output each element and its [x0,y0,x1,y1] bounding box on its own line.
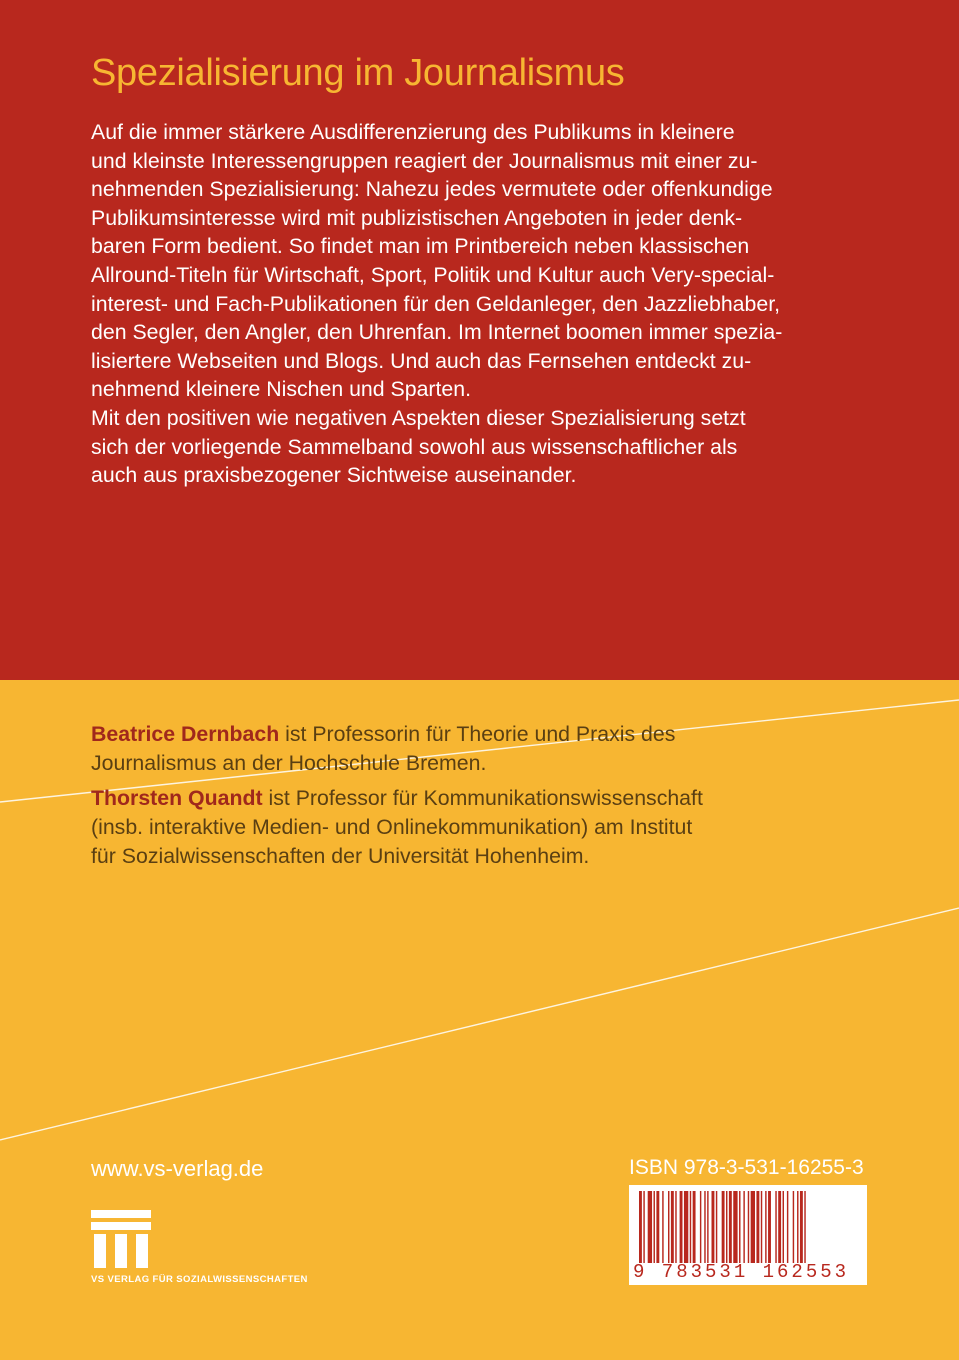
blurb-line: Auf die immer stärkere Ausdifferenzierung des Publikums in kleinere [91,120,735,144]
barcode-bar [700,1191,701,1263]
barcode-bar [707,1191,708,1263]
barcode-bar [639,1191,642,1263]
blurb-line: und kleinste Interessengruppen reagiert der Journalismus mit einer zu- [91,148,758,173]
author-name: Beatrice Dernbach [91,722,280,746]
barcode-bar [793,1191,794,1263]
barcode-bar [787,1191,788,1263]
publisher-website[interactable]: www.vs-verlag.de [91,1156,264,1181]
isbn-label: ISBN 978-3-531-16255-3 [629,1156,864,1179]
barcode-bar [671,1191,674,1263]
blurb-line: den Segler, den Angler, den Uhrenfan. Im Internet boomen immer spezia- [91,320,783,345]
author-bios [91,720,911,877]
barcode-bar [704,1191,705,1263]
barcode-bar [716,1191,717,1263]
barcode-bar [712,1191,715,1263]
publisher-name: VS VERLAG FÜR SOZIALWISSENSCHAFTEN [91,1274,308,1285]
blurb-line: auch aus praxisbezogener Sichtweise auseinander. [91,463,577,488]
vs-verlag-logo-icon [91,1210,151,1270]
barcode-bar [783,1191,784,1263]
blurb-line: nehmenden Spezialisierung: Nahezu jedes vermutete oder offenkundige [91,177,773,202]
barcode-bar [693,1191,696,1263]
barcode-bar [690,1191,691,1263]
barcode-bar [680,1191,683,1263]
barcode-bar [684,1191,688,1263]
author-bio [91,720,911,778]
barcode-bar [743,1191,744,1263]
author-bio-line: für Sozialwissenschaften der Universität Hohenheim. [91,844,590,868]
author-bio-line: Journalismus an der Hochschule Bremen. [91,751,487,775]
barcode-bar [761,1191,762,1263]
blurb-line: nehmend kleinere Nischen und Sparten. [91,377,472,402]
decorative-line-lower [0,908,959,1140]
barcode-bar [804,1191,805,1263]
author-bio-line: (insb. interaktive Medien- und Onlinekommunikation) am Institut [91,815,693,839]
barcode-bar [729,1191,732,1263]
blurb-line: Mit den positiven wie negativen Aspekten dieser Spezialisierung setzt [91,405,746,430]
blurb-line: sich der vorliegende Sammelband sowohl aus wissenschaftlicher als [91,434,738,459]
barcode-bar [778,1191,781,1263]
barcode-bar [648,1191,652,1263]
barcode-bars [635,1191,861,1263]
barcode-bar [726,1191,727,1263]
barcode [629,1185,867,1285]
author-bio-text: ist Professorin für Theorie und Praxis des [279,722,676,746]
barcode-bar [733,1191,737,1263]
barcode-bar [722,1191,725,1263]
author-bio [91,784,911,871]
author-bio-line [91,784,911,813]
blurb-line: lisiertere Webseiten und Blogs. Und auch das Fernsehen entdeckt zu- [91,348,752,373]
barcode-bar [643,1191,644,1263]
barcode-bar [765,1191,766,1263]
author-bio-line [91,720,911,749]
barcode-bar [662,1191,663,1263]
barcode-bar [775,1191,776,1263]
barcode-bar [751,1191,755,1263]
barcode-bar [756,1191,759,1263]
publisher-logo [91,1210,391,1290]
barcode-bar [768,1191,771,1263]
blurb-line: interest- und Fach-Publikationen für den Geldanleger, den Jazzliebhaber, [91,291,781,316]
barcode-bar [656,1191,659,1263]
barcode-bar [748,1191,749,1263]
blurb-line: baren Form bedient. So findet man im Printbereich neben klassischen [91,234,750,259]
barcode-bar [797,1191,798,1263]
blurb-line: Allround-Titeln für Wirtschaft, Sport, Politik und Kultur auch Very-special- [91,262,775,287]
barcode-digits: 9 783531 162553 [633,1261,850,1283]
barcode-bar [675,1191,676,1263]
blurb-paragraph-2 [91,404,871,490]
book-title: Spezialisierung im Journalismus [91,52,625,94]
author-name: Thorsten Quandt [91,786,263,810]
barcode-bar [739,1191,740,1263]
blurb-line: Publikumsinteresse wird mit publizistischen Angeboten in jeder denk- [91,205,743,230]
barcode-bar [654,1191,655,1263]
blurb-paragraph-1 [91,118,871,404]
barcode-bar [800,1191,803,1263]
barcode-bar [668,1191,669,1263]
blurb-text [91,118,871,490]
author-bio-text: ist Professor für Kommunikationswissenschaft [262,786,703,810]
